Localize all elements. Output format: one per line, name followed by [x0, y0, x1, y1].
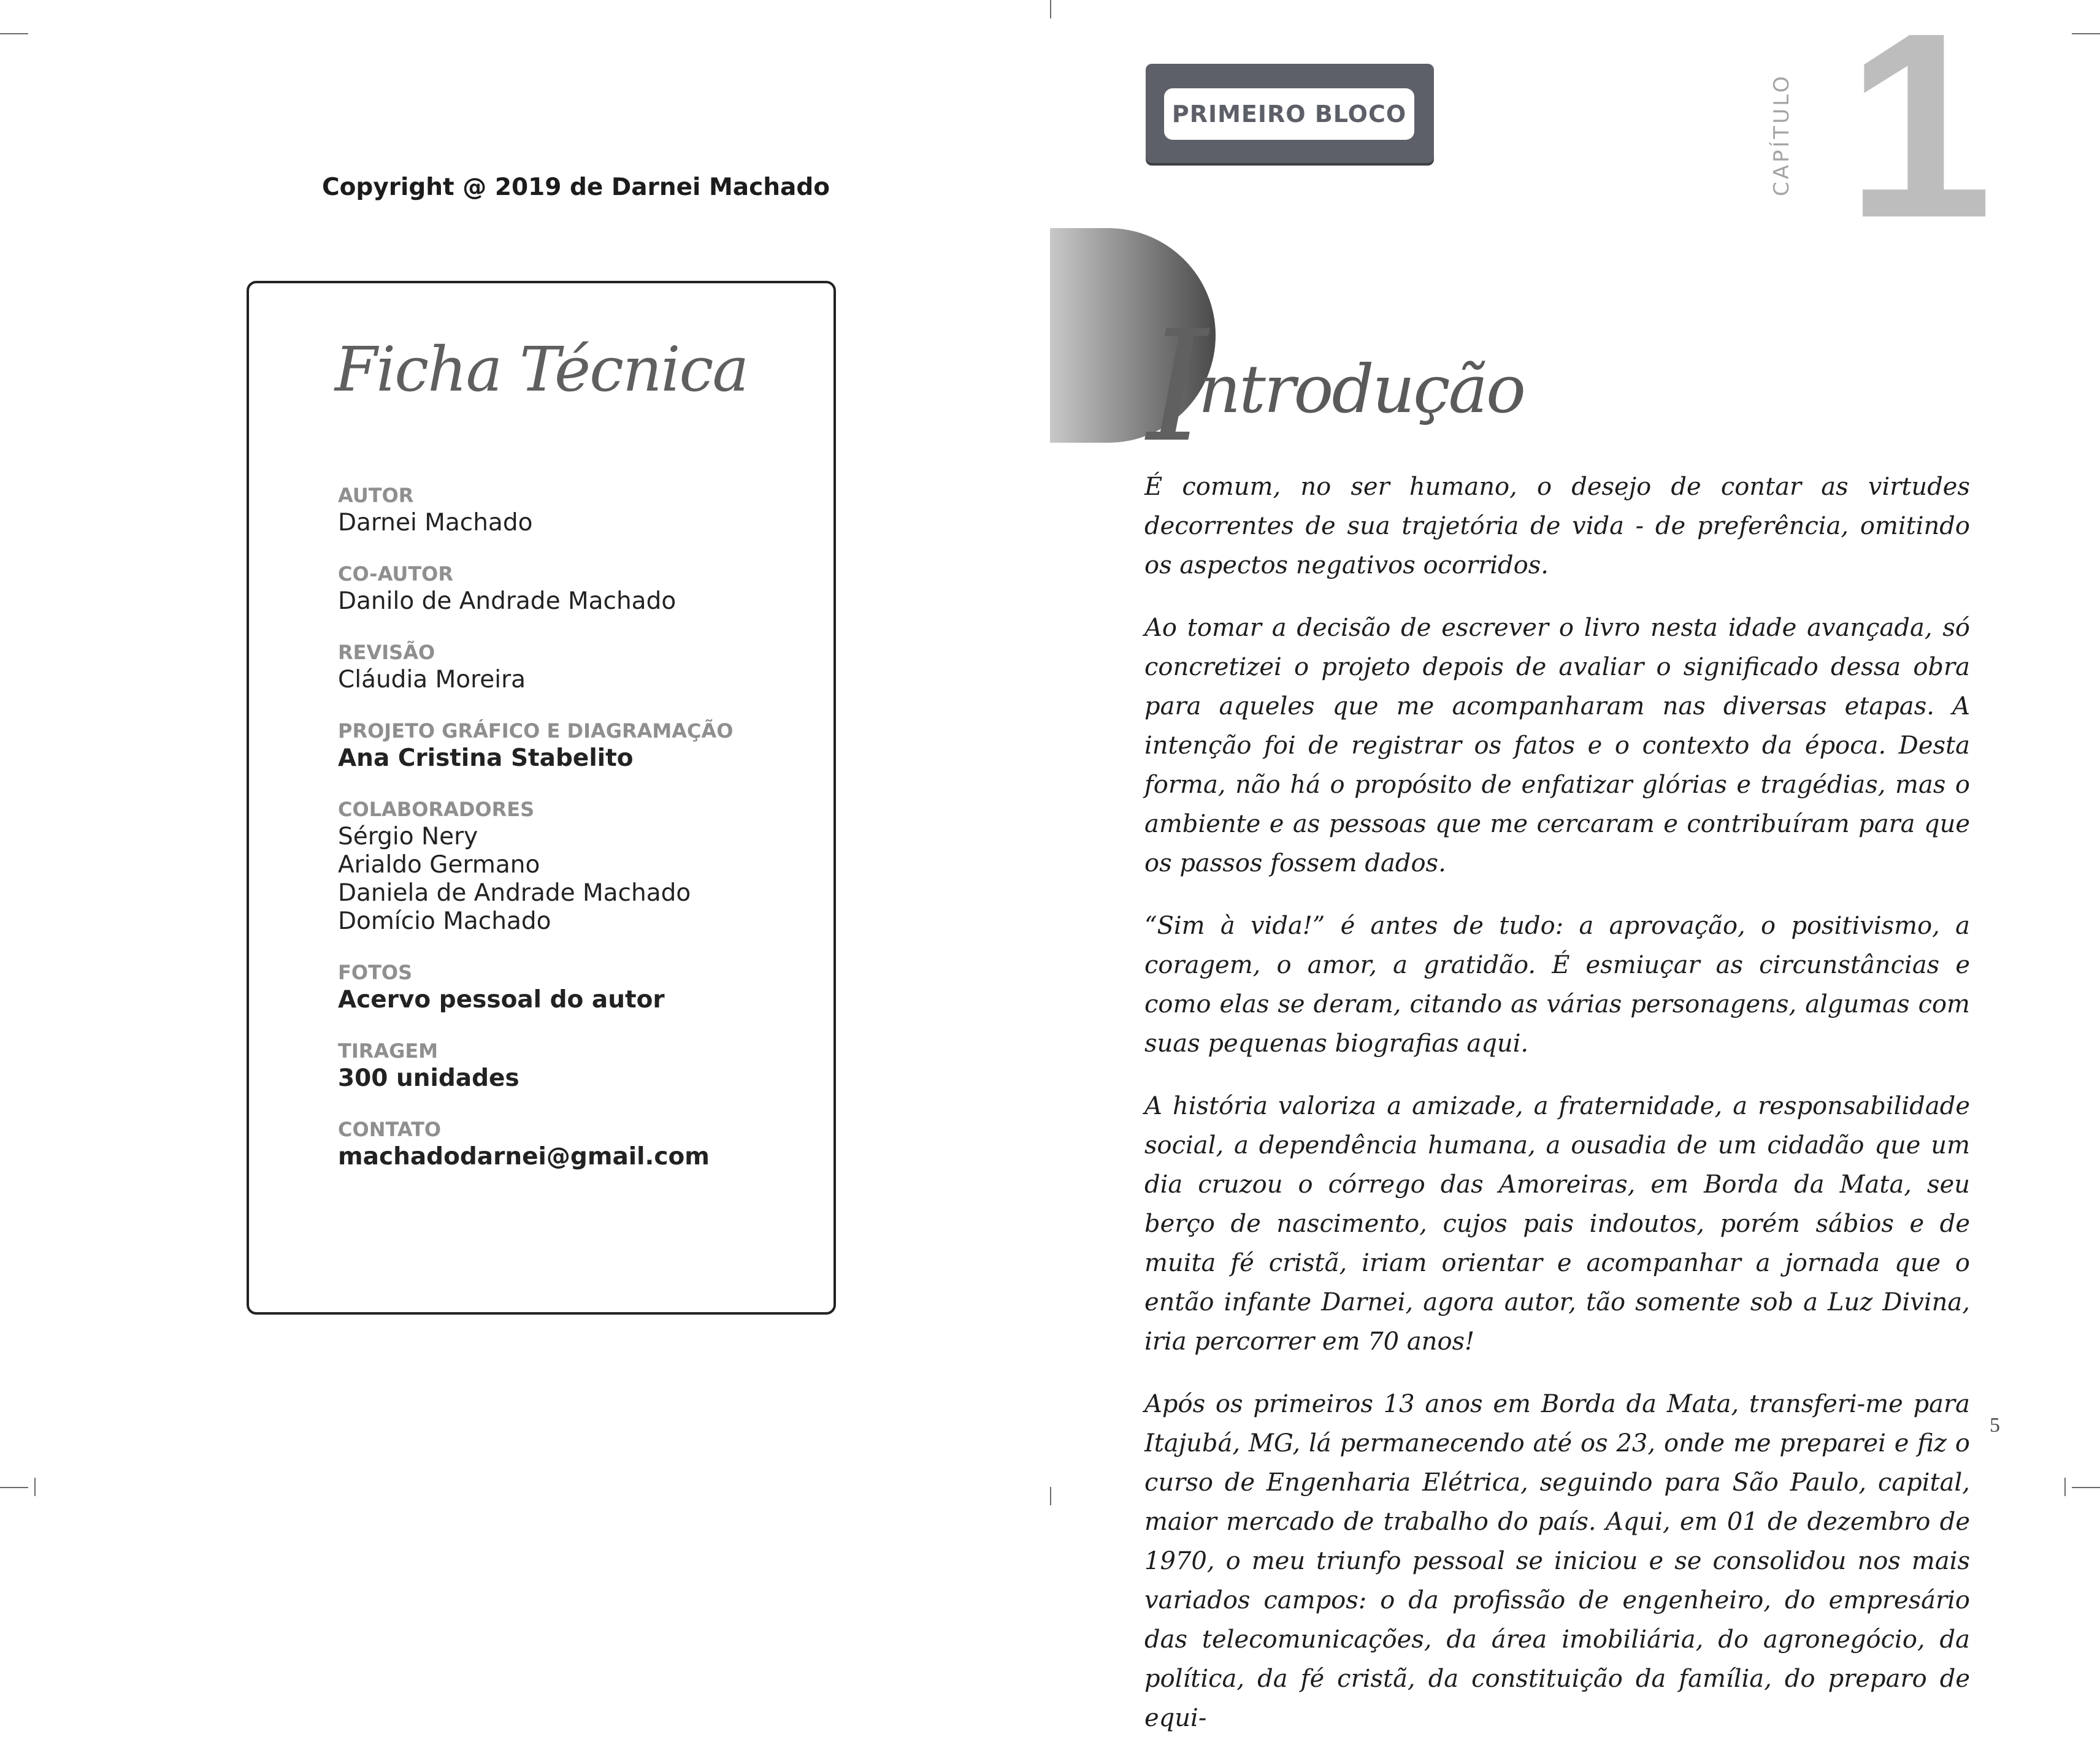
block-tab-label: PRIMEIRO BLOCO	[1164, 88, 1414, 140]
crop-mark	[0, 1487, 28, 1488]
credit-label: REVISÃO	[338, 641, 435, 664]
credit-contato	[338, 1116, 816, 1171]
credit-value: Arialdo Germano	[338, 851, 540, 879]
crop-mark	[2072, 1487, 2100, 1488]
crop-mark	[34, 1478, 36, 1496]
block-tab	[1146, 64, 1434, 163]
credit-value: machadodarnei@gmail.com	[338, 1143, 710, 1171]
body-paragraph: A história valoriza a amizade, a fraternidade, a responsabilidade social, a dependência humana, a ousadia de um cidadão que um dia cruzou o córrego das Amoreiras, em Borda da Mata, seu berço de nascimento, cujos pais indoutos, porém sábios e de muita fé cristã, iriam orientar e acompanhar a jornada que o então infante Darnei, agora autor, tão somente sob a Luz Divina, iria percorrer em 70 anos!	[1144, 1092, 1970, 1356]
credit-value: Danilo de Andrade Machado	[338, 587, 676, 615]
credit-label: CONTATO	[338, 1118, 442, 1141]
crop-mark	[1050, 0, 1051, 18]
credit-value: Cláudia Moreira	[338, 666, 526, 693]
chapter-number: 1	[1846, 0, 1993, 273]
body-paragraph: Após os primeiros 13 anos em Borda da Mata, transferi-me para Itajubá, MG, lá permanecendo até os 23, onde me preparei e fiz o curso de Engenharia Elétrica, seguindo para São Paulo, capital, maior mercado de trabalho do país. Aqui, em 01 de dezembro de 1970, o meu triunfo pessoal se iniciou e se consolidou nos mais variados campos: o da profissão de engenheiro, do empresário das telecomunicações, da área imobiliária, do agronegócio, da política, da fé cristã, da constituição da família, do preparo de equi-	[1144, 1390, 1970, 1732]
credit-label: FOTOS	[338, 961, 413, 984]
credits-list	[338, 482, 816, 1194]
crop-mark	[2072, 33, 2100, 34]
credit-label: COLABORADORES	[338, 798, 535, 821]
credit-value: Acervo pessoal do autor	[338, 986, 665, 1014]
body-paragraph: É comum, no ser humano, o desejo de contar as virtudes decorrentes de sua trajetória de vida - de preferência, omitindo os aspectos negativos ocorridos.	[1144, 473, 1970, 579]
credit-value: Ana Cristina Stabelito	[338, 744, 634, 772]
credit-label: TIRAGEM	[338, 1039, 439, 1063]
chapter-title	[1147, 270, 1524, 476]
chapter-label-text: CAPÍTULO	[1769, 74, 1794, 196]
credit-autor	[338, 482, 816, 537]
credit-value: Daniela de Andrade Machado	[338, 879, 691, 907]
credit-revisao	[338, 639, 816, 694]
credit-label: AUTOR	[338, 484, 414, 507]
page-number: 5	[1990, 1414, 2000, 1437]
credit-value: Darnei Machado	[338, 509, 533, 537]
crop-mark	[1050, 1487, 1051, 1505]
credit-value: Domício Machado	[338, 907, 551, 935]
copyright-notice: Copyright @ 2019 de Darnei Machado	[322, 174, 830, 201]
credit-tiragem	[338, 1037, 816, 1093]
body-paragraph: Ao tomar a decisão de escrever o livro nesta idade avançada, só concretizei o projeto depois de avaliar o significado dessa obra para aqueles que me acompanharam nas diversas etapas. A intenção foi de registrar os fatos e o contexto da época. Desta forma, não há o propósito de enfatizar glórias e tragédias, mas o ambiente e as pessoas que me cercaram e contribuíram para que os passos fossem dados.	[1144, 614, 1970, 877]
credit-label: CO-AUTOR	[338, 562, 453, 586]
chapter-title-initial: I	[1147, 297, 1206, 476]
ficha-tecnica-box	[247, 281, 836, 1315]
chapter-body	[1144, 467, 1970, 1761]
credit-projeto-grafico	[338, 717, 816, 773]
credit-label: PROJETO GRÁFICO E DIAGRAMAÇÃO	[338, 719, 734, 743]
credit-value: Sérgio Nery	[338, 823, 478, 850]
credit-co-autor	[338, 560, 816, 616]
crop-mark	[0, 33, 28, 34]
crop-mark	[2064, 1478, 2066, 1496]
ficha-tecnica-title: Ficha Técnica	[334, 334, 748, 405]
body-paragraph: “Sim à vida!” é antes de tudo: a aprovação, o positivismo, a coragem, o amor, a gratidão. É esmiuçar as circunstâncias e como elas se deram, citando as várias personagens, algumas com suas pequenas biografias aqui.	[1144, 912, 1970, 1058]
credit-fotos	[338, 959, 816, 1014]
credit-colaboradores	[338, 796, 816, 936]
chapter-title-rest: ntrodução	[1198, 351, 1524, 428]
credit-value: 300 unidades	[338, 1064, 519, 1092]
